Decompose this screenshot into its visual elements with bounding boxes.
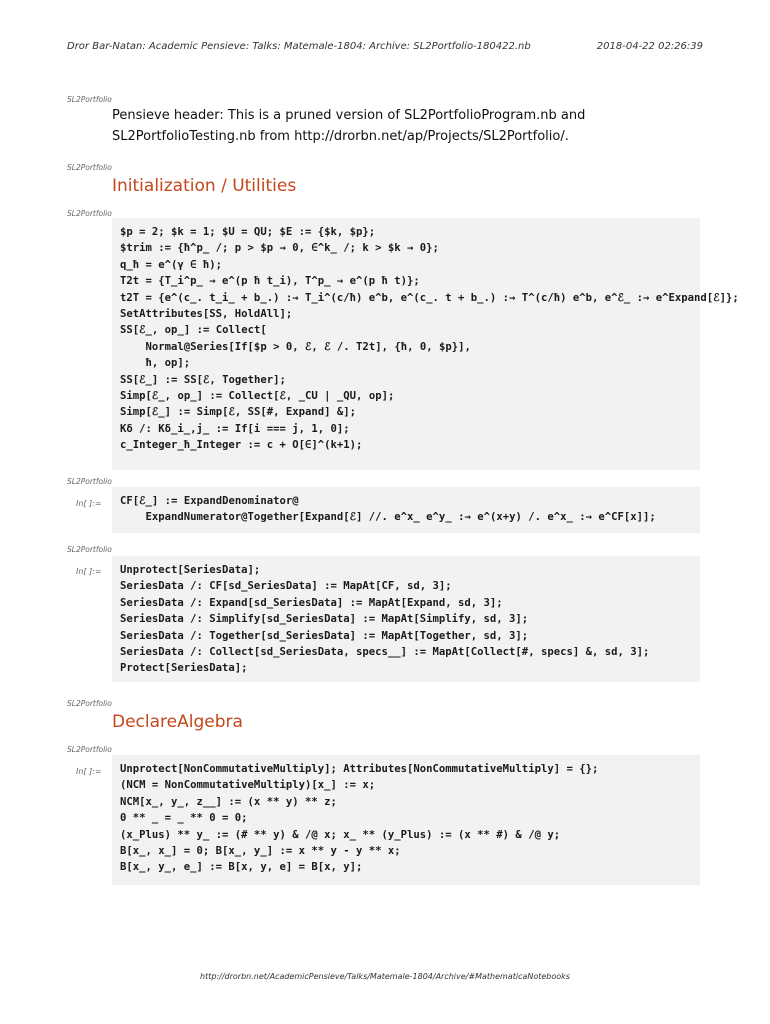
code-line: T2t = {T_i^p_ → e^(p ħ t_i), T^p_ → e^(p ħ t)};	[120, 275, 420, 288]
code-block[interactable]	[112, 487, 700, 532]
input-label: In[ ]:=	[76, 767, 102, 776]
code-line: ħ, op];	[120, 357, 191, 370]
code-cell-seriesdata[interactable]	[112, 556, 700, 682]
code-line: NCM[x_, y_, z__] := (x ** y) ** z;	[120, 795, 337, 808]
code-line: (x_Plus) ** y_ := (# ** y) & /@ x; x_ ** (y_Plus) := (x ** #) & /@ y;	[120, 828, 561, 841]
code-line: c_Integer_ħ_Integer := c + O[∈]^(k+1);	[120, 439, 363, 452]
cell-style-tag: SL2Portfolio	[67, 545, 112, 554]
code-line: $trim := {ħ^p_ /; p > $p → 0, ∈^k_ /; k > $k → 0};	[120, 242, 439, 255]
code-line: SeriesData /: CF[sd_SeriesData] := MapAt[CF, sd, 3];	[120, 580, 452, 593]
code-line: q_ħ = e^(γ ∈ ħ);	[120, 258, 223, 271]
code-line: SeriesData /: Expand[sd_SeriesData] := MapAt[Expand, sd, 3];	[120, 596, 503, 609]
code-cell-cf[interactable]	[112, 487, 700, 533]
code-line: SeriesData /: Collect[sd_SeriesData, specs__] := MapAt[Collect[#, specs] &, sd, 3];	[120, 646, 650, 659]
code-line: 0 ** _ = _ ** 0 = 0;	[120, 812, 248, 825]
cell-style-tag: SL2Portfolio	[67, 745, 112, 754]
code-line: ExpandNumerator@Together[Expand[ℰ] //. e^x_ e^y_ :→ e^(x+y) /. e^x_ :→ e^CF[x]];	[120, 511, 656, 524]
code-cell-declarealgebra[interactable]	[112, 755, 700, 885]
code-line: Simp[ℰ_, op_] := Collect[ℰ, _CU | _QU, op];	[120, 390, 395, 403]
cell-style-tag: SL2Portfolio	[67, 163, 112, 172]
code-line: B[x_, x_] = 0; B[x_, y_] := x ** y - y ** x;	[120, 845, 401, 858]
input-label: In[ ]:=	[76, 567, 102, 576]
code-line: Normal@Series[If[$p > 0, ℰ, ℰ /. T2t], {ħ, 0, $p}],	[120, 340, 471, 353]
code-line: (NCM = NonCommutativeMultiply)[x_] := x;	[120, 779, 376, 792]
code-line: Simp[ℰ_] := Simp[ℰ, SS[#, Expand] &];	[120, 406, 357, 419]
section-title-initialization[interactable]: Initialization / Utilities	[112, 176, 297, 196]
cell-style-tag: SL2Portfolio	[67, 699, 112, 708]
page-footer-link[interactable]: http://drorbn.net/AcademicPensieve/Talks/Matemale-1804/Archive/#MathematicaNotebooks	[200, 972, 570, 981]
code-cell-initialization[interactable]	[112, 218, 739, 470]
intro-text[interactable]: Pensieve header: This is a pruned version of SL2PortfolioProgram.nb and SL2PortfolioTesting.nb from http://drorbn.net/ap/Projects/SL2Portfolio/.	[112, 108, 586, 144]
code-line: Kδ /: Kδ_i_,j_ := If[i === j, 1, 0];	[120, 422, 350, 435]
code-line: $p = 2; $k = 1; $U = QU; $E := {$k, $p};	[120, 226, 376, 238]
input-label: In[ ]:=	[76, 499, 102, 508]
code-block[interactable]	[112, 556, 700, 683]
code-line: CF[ℰ_] := ExpandDenominator@	[120, 495, 299, 507]
code-line: SeriesData /: Simplify[sd_SeriesData] := MapAt[Simplify, sd, 3];	[120, 613, 529, 626]
code-line: B[x_, y_, e_] := B[x, y, e] = B[x, y];	[120, 861, 363, 874]
page-header-timestamp: 2018-04-22 02:26:39	[596, 41, 703, 52]
code-line: Unprotect[SeriesData];	[120, 564, 261, 576]
code-line: SeriesData /: Together[sd_SeriesData] := MapAt[Together, sd, 3];	[120, 629, 529, 642]
code-line: Protect[SeriesData];	[120, 662, 248, 675]
code-line: SS[ℰ_, op_] := Collect[	[120, 324, 267, 337]
cell-style-tag: SL2Portfolio	[67, 95, 112, 104]
code-line: Unprotect[NonCommutativeMultiply]; Attributes[NonCommutativeMultiply] = {};	[120, 763, 599, 775]
code-block[interactable]	[112, 218, 739, 460]
cell-style-tag: SL2Portfolio	[67, 209, 112, 218]
section-title-declarealgebra[interactable]: DeclareAlgebra	[112, 712, 243, 732]
code-line: t2T = {e^(c_. t_i_ + b_.) :→ T_i^(c/ħ) e^b, e^(c_. t + b_.) :→ T^(c/ħ) e^b, e^ℰ_ :→ e^Expand[ℰ]};	[120, 291, 739, 304]
code-line: SS[ℰ_] := SS[ℰ, Together];	[120, 373, 286, 386]
cell-style-tag: SL2Portfolio	[67, 477, 112, 486]
code-line: SetAttributes[SS, HoldAll];	[120, 308, 293, 321]
page-header-path: Dror Bar-Natan: Academic Pensieve: Talks: Matemale-1804: Archive: SL2Portfolio-180422.nb	[67, 41, 531, 52]
code-block[interactable]	[112, 755, 700, 882]
